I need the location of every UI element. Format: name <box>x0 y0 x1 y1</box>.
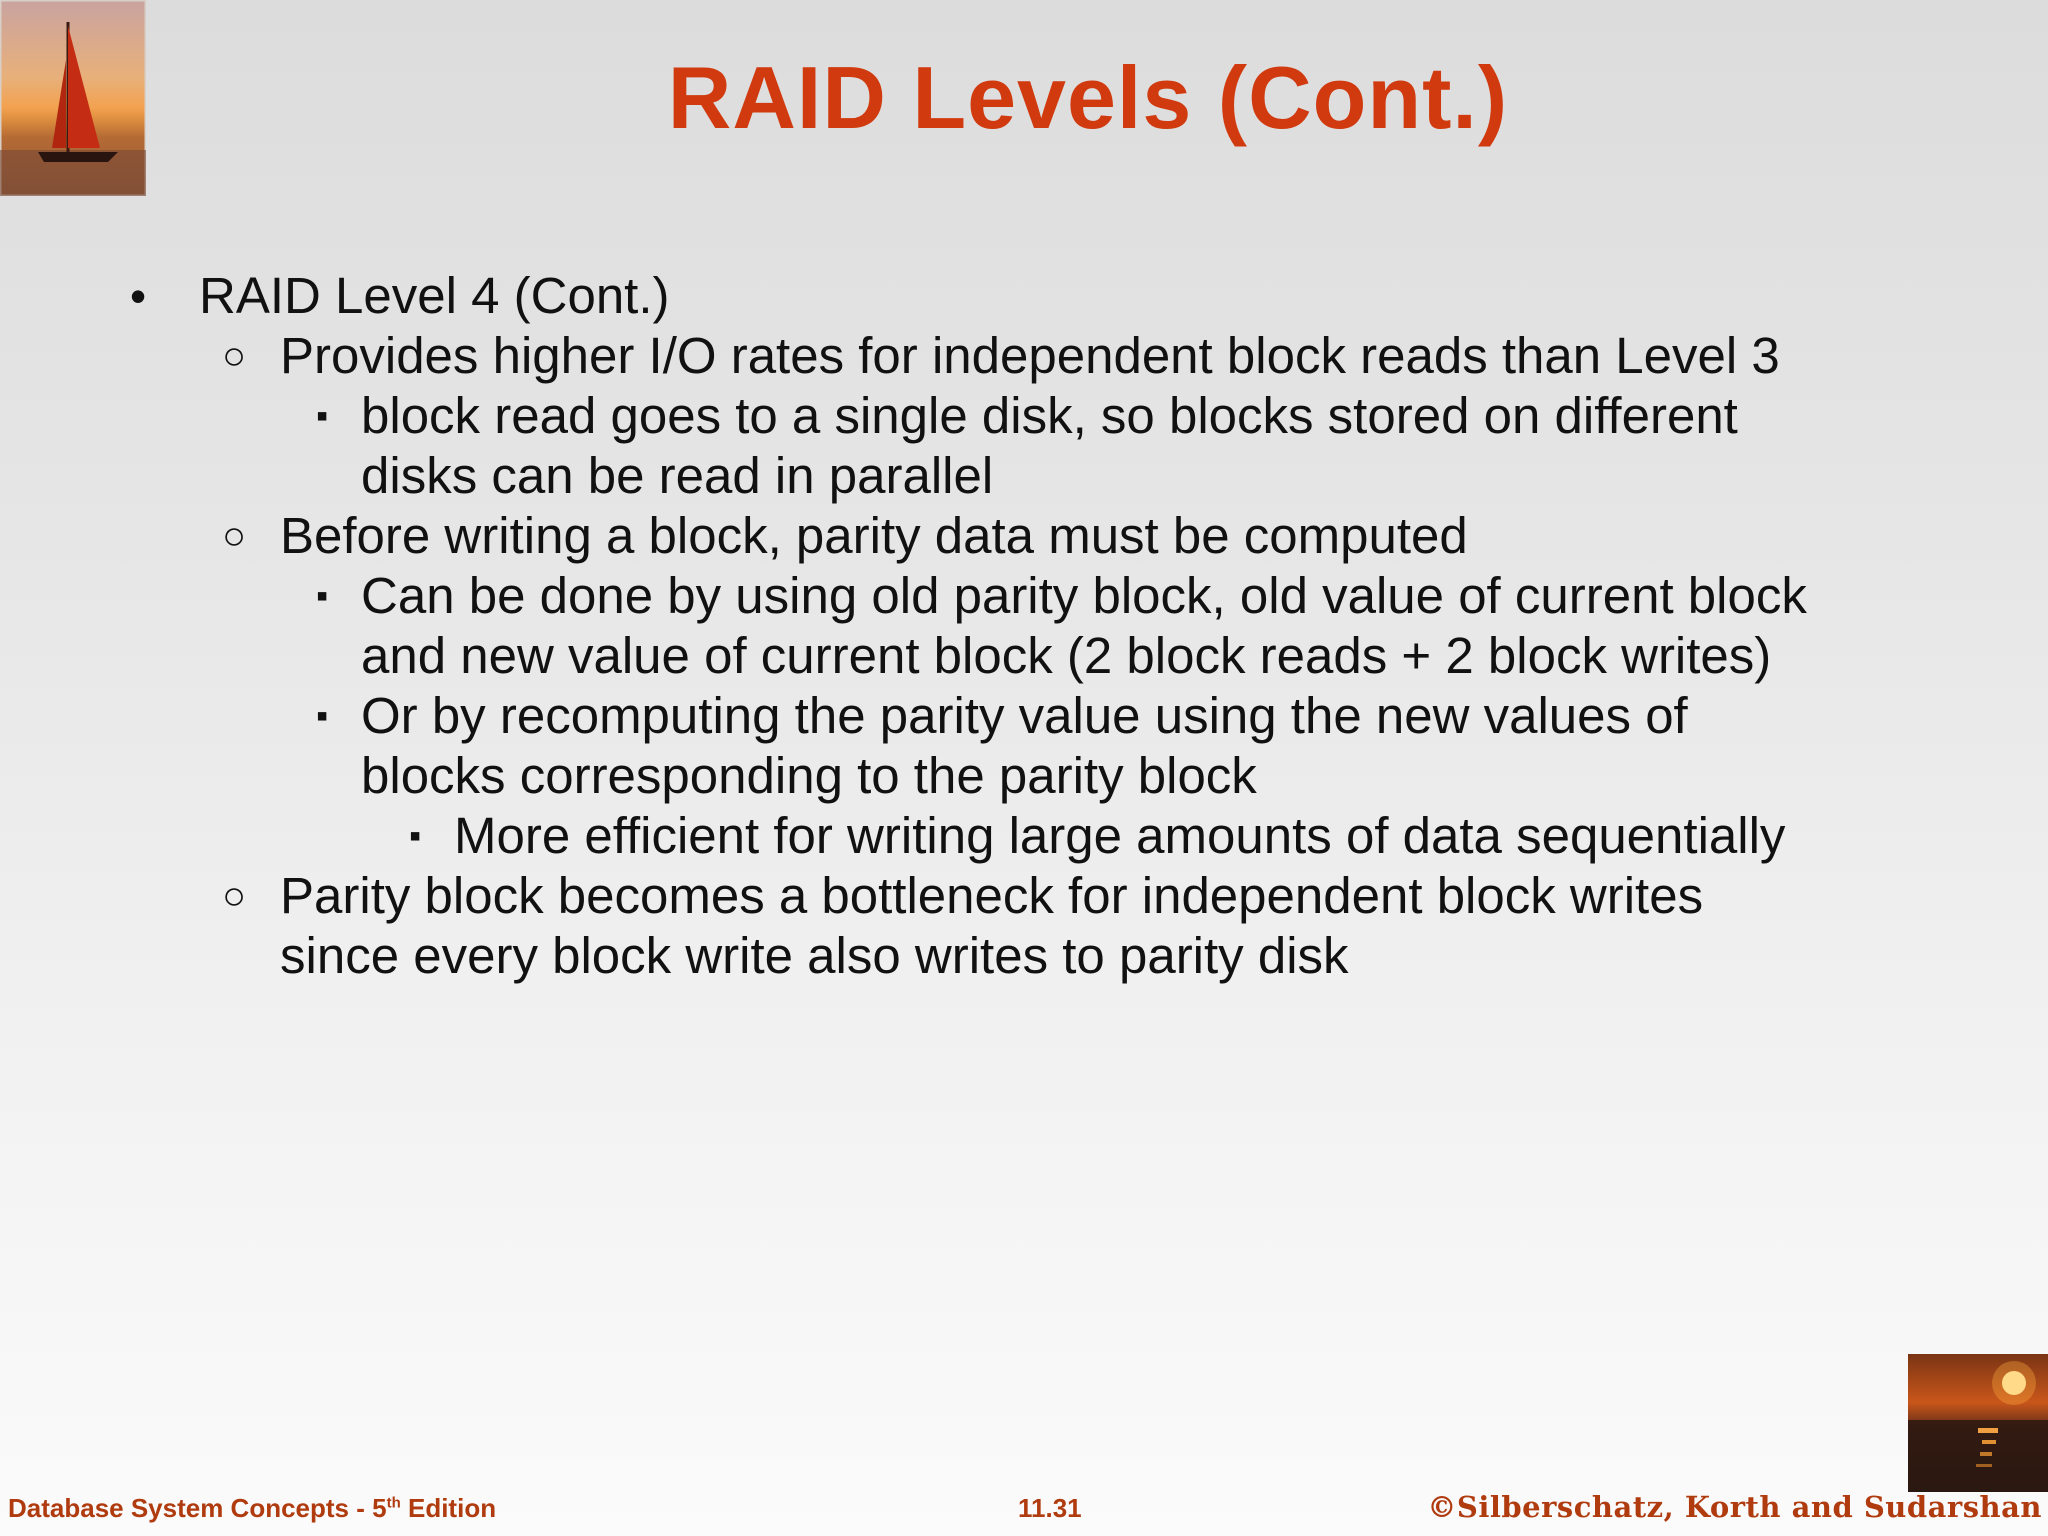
bullet-marker: ○ <box>222 514 247 558</box>
list-item-text: block read goes to a single disk, so blocks stored on different <box>361 387 1738 444</box>
list-item <box>0 566 2048 686</box>
slide-number: 11.31 <box>1018 1493 1082 1523</box>
footer-book-title <box>8 1493 496 1524</box>
slide-body <box>0 266 2048 986</box>
list-item-text: More efficient for writing large amounts of data sequentially <box>454 807 1786 864</box>
bullet-marker: • <box>130 270 147 322</box>
footer-edition-superscript: th <box>386 1494 401 1512</box>
bullet-marker: ▪ <box>316 577 329 615</box>
footer-copyright: ©Silberschatz, Korth and Sudarshan <box>1427 1490 2042 1524</box>
list-item-text: since every block write also writes to parity disk <box>280 927 1349 984</box>
list-item <box>0 506 2048 566</box>
bullet-marker: ▪ <box>409 817 422 855</box>
list-item <box>0 806 2048 866</box>
slide-title: RAID Levels (Cont.) <box>667 48 1509 147</box>
list-item-text: RAID Level 4 (Cont.) <box>199 267 670 324</box>
list-item <box>0 386 2048 506</box>
bullet-marker: ▪ <box>316 397 329 435</box>
bullet-marker: ○ <box>222 874 247 918</box>
footer-book-title-tail: Edition <box>400 1493 497 1523</box>
list-item-text: Provides higher I/O rates for independent block reads than Level 3 <box>280 327 1780 384</box>
sunset-image <box>1908 1354 2048 1492</box>
list-item-text: and new value of current block (2 block reads + 2 block writes) <box>361 627 1772 684</box>
footer-book-title-main: Database System Concepts - 5 <box>8 1493 387 1523</box>
list-item <box>0 866 2048 986</box>
list-item-text: Or by recomputing the parity value using the new values of <box>361 687 1688 744</box>
list-item-text: disks can be read in parallel <box>361 447 994 504</box>
list-item-text: Can be done by using old parity block, old value of current block <box>361 567 1807 624</box>
list-item-text: Parity block becomes a bottleneck for independent block writes <box>280 867 1704 924</box>
list-item <box>0 266 2048 326</box>
list-item-text: blocks corresponding to the parity block <box>361 747 1257 804</box>
bullet-marker: ▪ <box>316 697 329 735</box>
list-item-text: Before writing a block, parity data must be computed <box>280 507 1468 564</box>
list-item <box>0 326 2048 386</box>
bullet-marker: ○ <box>222 334 247 378</box>
list-item <box>0 686 2048 806</box>
